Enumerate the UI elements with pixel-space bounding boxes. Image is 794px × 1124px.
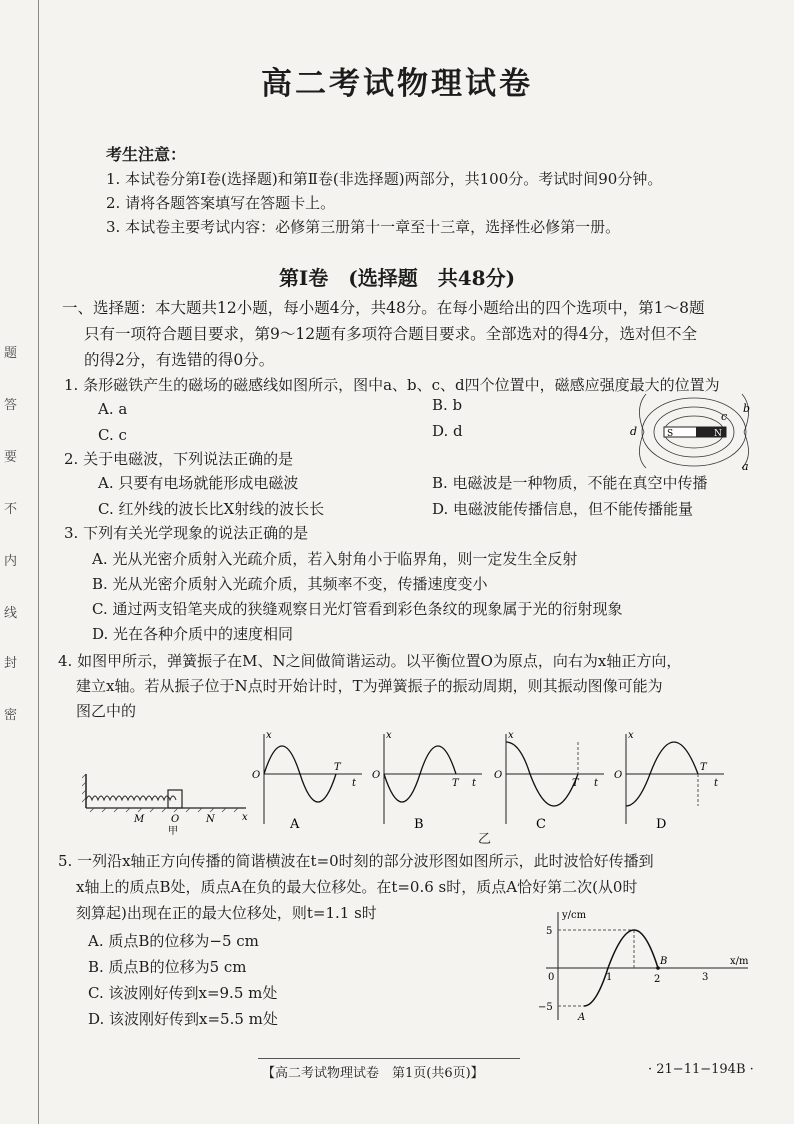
q1-option-a: A. a [98, 400, 128, 418]
notice-item: 3. 本试卷主要考试内容：必修第三册第十一章至十三章，选择性必修第一册。 [106, 218, 621, 236]
point-m-label: M [134, 814, 145, 825]
section-title: 第Ⅰ卷 (选择题 共48分) [278, 266, 516, 290]
sidebar-glyph: 题 [4, 346, 18, 361]
sidebar-glyph: 内 [4, 554, 18, 569]
graph-d-origin: O [614, 770, 623, 781]
wave-point-b: B [660, 956, 668, 967]
sidebar-glyph: 答 [4, 398, 18, 413]
notice-item: 1. 本试卷分第Ⅰ卷(选择题)和第Ⅱ卷(非选择题)两部分，共100分。考试时间90分钟。 [106, 170, 663, 188]
instructions-line: 一、选择题：本大题共12小题，每小题4分，共48分。在每小题给出的四个选项中，第1～8题 [62, 299, 705, 317]
graph-c-x-label: x [508, 730, 514, 741]
graph-b-caption: B [414, 817, 424, 832]
point-n-label: N [206, 814, 215, 825]
q1-option-c: C. c [98, 426, 127, 444]
q2-option-b: B. 电磁波是一种物质，不能在真空中传播 [432, 474, 708, 492]
magnet-n-label: N [714, 429, 722, 439]
graph-c-origin: O [494, 770, 503, 781]
graph-c-caption: C [536, 817, 546, 832]
q5-option-a: A. 质点B的位移为−5 cm [88, 932, 259, 950]
graph-b-t-label: t [472, 778, 477, 789]
graph-b-period: T [452, 778, 459, 789]
q2-option-c: C. 红外线的波长比X射线的波长长 [98, 500, 325, 518]
q3-option-d: D. 光在各种介质中的速度相同 [92, 625, 294, 643]
notice-item: 2. 请将各题答案填写在答题卡上。 [106, 194, 336, 212]
graph-a-caption: A [290, 817, 300, 832]
graph-a-x-label: x [266, 730, 272, 741]
question-5-stem: 刻算起)出现在正的最大位移处，则t=1.1 s时 [76, 904, 377, 922]
q1-option-b: B. b [432, 396, 463, 414]
q3-option-a: A. 光从光密介质射入光疏介质，若入射角小于临界角，则一定发生全反射 [92, 550, 578, 568]
instructions-line: 只有一项符合题目要求，第9～12题有多项符合题目要求。全部选对的得4分，选对但不全 [84, 325, 697, 343]
wave-x-0: 0 [548, 972, 555, 983]
footer-rule [258, 1058, 520, 1059]
graph-d-period: T [700, 762, 707, 773]
q3-option-c: C. 通过两支铅笔夹成的狭缝观察日光灯管看到彩色条纹的现象属于光的衍射现象 [92, 600, 623, 618]
q5-option-b: B. 质点B的位移为5 cm [88, 958, 247, 976]
graph-a-t-label: t [352, 778, 357, 789]
instructions-line: 的得2分，有选错的得0分。 [84, 351, 275, 369]
graph-d-t-label: t [714, 778, 719, 789]
question-4-stem: 4. 如图甲所示，弹簧振子在M、N之间做简谐运动。以平衡位置O为原点，向右为x轴正方向， [58, 652, 682, 670]
spring-oscillator-figure [82, 766, 254, 836]
page-title: 高二考试物理试卷 [261, 66, 533, 102]
wave-x-2: 2 [654, 974, 661, 985]
q3-option-b: B. 光从光密介质射入光疏介质，其频率不变，传播速度变小 [92, 575, 488, 593]
q1-option-d: D. d [432, 422, 463, 440]
graph-a-origin: O [252, 770, 261, 781]
wave-y-5: 5 [546, 926, 553, 937]
graph-b [370, 728, 492, 832]
question-1-stem: 1. 条形磁铁产生的磁场的磁感线如图所示，图中a、b、c、d四个位置中，磁感应强度最大的位置为 [64, 376, 720, 394]
q5-option-c: C. 该波刚好传到x=9.5 m处 [88, 984, 278, 1002]
notice-heading: 考生注意： [106, 145, 187, 164]
graph-d-caption: D [656, 817, 667, 832]
point-b-label: b [743, 402, 751, 415]
q2-option-a: A. 只要有电场就能形成电磁波 [98, 474, 299, 492]
wave-x-label: x/m [730, 956, 749, 967]
sidebar-glyph: 线 [4, 606, 18, 621]
graph-d [612, 728, 734, 832]
point-c-label: c [721, 410, 728, 423]
wave-point-a: A [578, 1012, 586, 1023]
question-3-stem: 3. 下列有关光学现象的说法正确的是 [64, 524, 309, 542]
question-4-stem: 建立x轴。若从振子位于N点时开始计时，T为弹簧振子的振动周期，则其振动图像可能为 [76, 677, 663, 695]
sidebar-glyph: 封 [4, 656, 18, 671]
graph-c-period: T [572, 778, 579, 789]
graph-a-period: T [334, 762, 341, 773]
wave-x-3: 3 [702, 972, 709, 983]
graph-b-x-label: x [386, 730, 392, 741]
question-2-stem: 2. 关于电磁波，下列说法正确的是 [64, 450, 294, 468]
question-5-stem: 5. 一列沿x轴正方向传播的简谐横波在t=0时刻的部分波形图如图所示，此时波恰好传播到 [58, 852, 654, 870]
point-o-label: O [171, 814, 180, 825]
graph-c [492, 728, 614, 832]
graph-d-x-label: x [628, 730, 634, 741]
sidebar-glyph: 要 [4, 450, 18, 465]
magnet-s-label: S [667, 429, 674, 439]
wave-figure [536, 908, 756, 1026]
footer-page-info: 【高二考试物理试卷 第1页(共6页)】 [262, 1066, 484, 1081]
wave-y-label: y/cm [562, 910, 587, 921]
question-4-stem: 图乙中的 [76, 702, 137, 720]
graph-c-t-label: t [594, 778, 599, 789]
point-d-label: d [630, 425, 638, 438]
wave-x-1: 1 [606, 972, 613, 983]
sidebar-glyph: 不 [4, 502, 18, 517]
magnet-field-figure [626, 388, 756, 474]
q2-option-d: D. 电磁波能传播信息，但不能传播能量 [432, 500, 694, 518]
sidebar-glyph: 密 [4, 708, 18, 723]
figure-yi-label: 乙 [478, 832, 492, 847]
wave-y-neg5: −5 [538, 1002, 553, 1013]
axis-x-label: x [242, 812, 248, 823]
graph-a [250, 728, 372, 832]
sidebar-rule [38, 0, 39, 1124]
footer-code: · 21−11−194B · [648, 1062, 754, 1077]
figure-jia-label: 甲 [168, 826, 178, 836]
question-5-stem: x轴上的质点B处，质点A在负的最大位移处。在t=0.6 s时，质点A恰好第二次(从0时 [76, 878, 638, 896]
point-a-label: a [742, 460, 749, 473]
graph-b-origin: O [372, 770, 381, 781]
q5-option-d: D. 该波刚好传到x=5.5 m处 [88, 1010, 278, 1028]
